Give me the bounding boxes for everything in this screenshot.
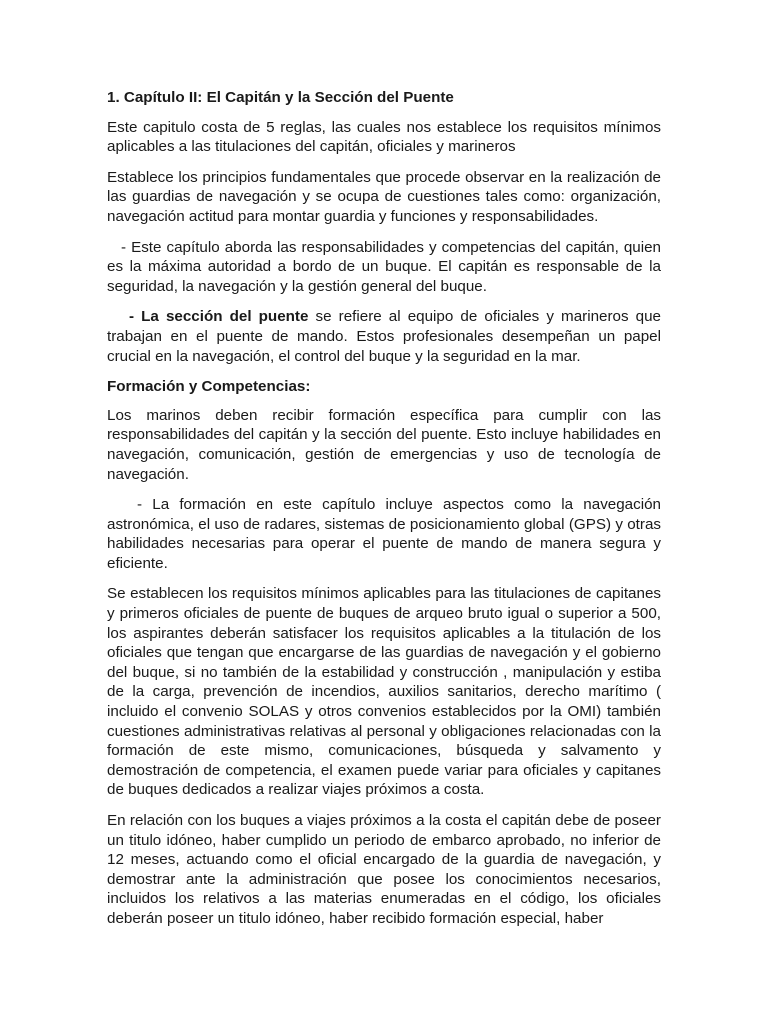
paragraph-capitan: - Este capítulo aborda las responsabilidades y competencias del capitán, quien es la máxima autoridad a bordo de un buque. El capitán es responsable de la seguridad, la navegación y la gestión general del buque. [107,238,661,295]
section-heading-formacion: Formación y Competencias: [107,378,311,396]
seccion-puente-term: - La sección del puente [129,308,309,326]
paragraph-marinos: Los marinos deben recibir formación específica para cumplir con las responsabilidades del capitán y la sección del puente. Esto incluye habilidades en navegación, comunicación, gestión de emergencias y uso de tecnología de navegación. [107,406,661,483]
paragraph-formacion: - La formación en este capítulo incluye aspectos como la navegación astronómica, el uso de radares, sistemas de posicionamiento global (GPS) y otras habilidades necesarias para operar el puente de mando de manera segura y eficiente. [107,496,661,572]
paragraph-seccion-puente [107,307,661,366]
paragraph-reglas: Este capitulo costa de 5 reglas, las cuales nos establece los requisitos mínimos aplicables a las titulaciones del capitán, oficiales y marineros [107,118,661,156]
document-body [107,88,661,929]
chapter-heading: 1. Capítulo II: El Capitán y la Sección del Puente [107,89,454,106]
seccion-puente-text: se refiere al equipo de oficiales y marineros que trabajan en el puente de mando. Estos profesionales desempeñan un papel crucial en la navegación, el control del buque y la seguridad en la mar. [107,308,661,365]
paragraph-requisitos: Se establecen los requisitos mínimos aplicables para las titulaciones de capitanes y primeros oficiales de puente de buques de arqueo bruto igual o superior a 500, los aspirantes deberán satisfacer los requisitos aplicables a la titulación de los oficiales que tengan que encargarse de las guardias de navegación y el gobierno del buque, si no también de la estabilidad y construcción , manipulación y estiba de la carga, prevención de incendios, auxilios sanitarios, derecho marítimo ( incluido el convenio SOLAS y otros convenios establecidos por la OMI) también cuestiones administrativas relativas al personal y obligaciones relacionadas con la formación de este mismo, comunicaciones, búsqueda y salvamento y demostración de competencia, el examen puede variar para oficiales y capitanes de buques dedicados a realizar viajes próximos a costa. [107,585,661,799]
paragraph-principios: Establece los principios fundamentales que procede observar en la realización de las guardias de navegación y se ocupa de cuestiones tales como: organización, navegación actitud para montar guardia y funciones y responsabilidades. [107,168,661,225]
paragraph-viajes-costa: En relación con los buques a viajes próximos a la costa el capitán debe de poseer un titulo idóneo, haber cumplido un periodo de embarco aprobado, no inferior de 12 meses, actuando como el oficial encargado de la guardia de navegación, y demostrar ante la administración que posee los conocimientos necesarios, incluidos los relativos a las materias enumeradas en el código, los oficiales deberán poseer un titulo idóneo, haber recibido formación especial, haber [107,812,661,927]
